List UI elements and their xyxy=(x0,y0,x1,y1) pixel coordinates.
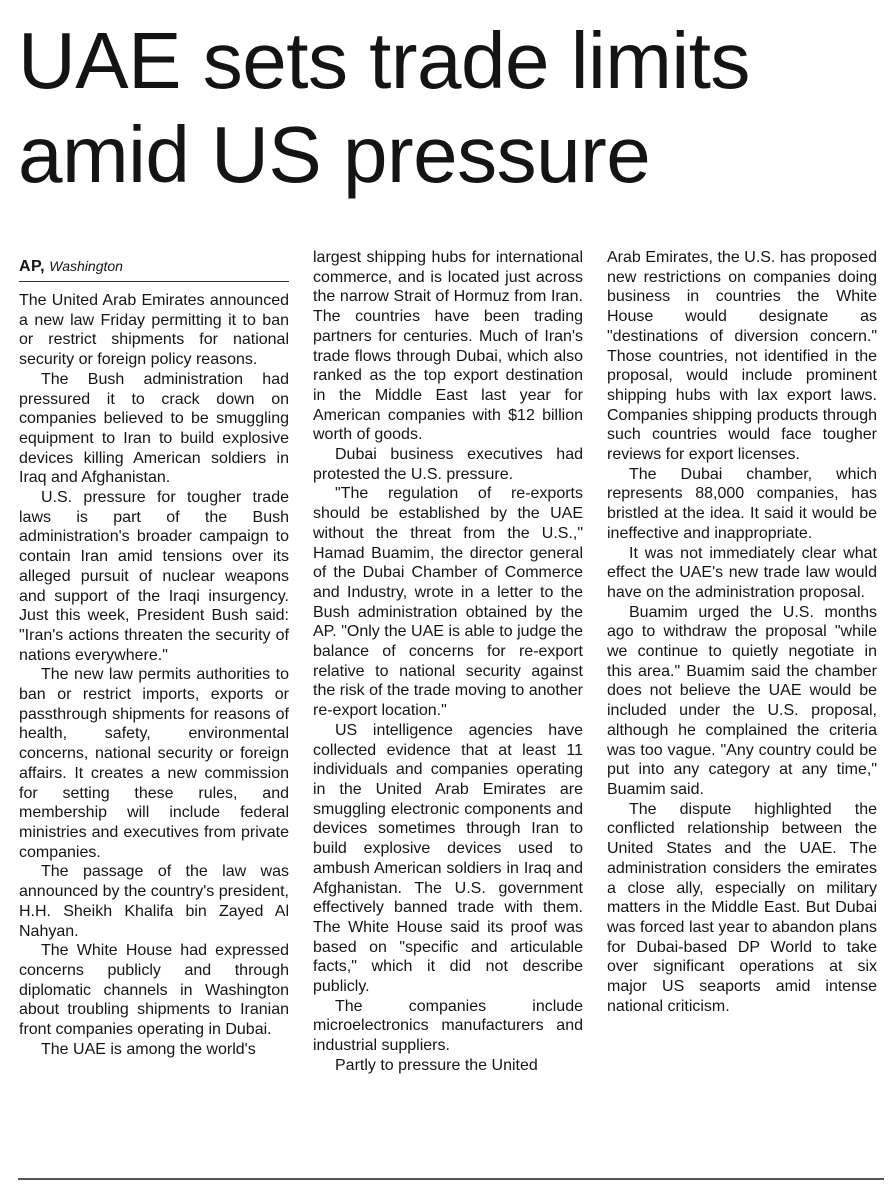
article-paragraph: Partly to pressure the United xyxy=(335,1056,538,1074)
byline-divider xyxy=(19,281,289,282)
article-column-2 xyxy=(313,248,583,1076)
article-paragraph: The passage of the law was announced by the country's president, H.H. Sheikh Khalifa bin Zayed Al Nahyan. xyxy=(19,863,289,940)
byline-dateline: Washington xyxy=(49,258,123,274)
byline xyxy=(19,256,289,277)
article-paragraph: US intelligence agencies have collected evidence that at least 11 individuals and companies operating in the United Arab Emirates are smuggling electronic components and devices sometimes through Iran to build explosive devices used to ambush American soldiers in Iraq and Afghanistan. The U.S. government effectively banned trade with them. The White House said its proof was based on "specific and articulable facts," which it did not describe publicly. xyxy=(313,721,583,996)
byline-agency: AP, xyxy=(19,258,46,275)
article-paragraph: The new law permits authorities to ban or restrict imports, exports or passthrough shipments for reasons of health, safety, environmental concerns, national security or foreign affairs. It creates a new commission for setting these rules, and membership will include federal ministries and executives from private companies. xyxy=(19,666,289,861)
headline-line-1: UAE sets trade limits xyxy=(18,16,750,105)
article-paragraph: largest shipping hubs for international commerce, and is located just across the narrow Strait of Hormuz from Iran. The countries have been trading partners for centuries. Much of Iran's trade flows through Dubai, which also ranked as the top export destination in the Middle East last year for American companies with $12 billion worth of goods. xyxy=(313,249,583,444)
article-paragraph: The companies include microelectronics manufacturers and industrial suppliers. xyxy=(313,997,583,1055)
article-paragraph: The dispute highlighted the conflicted relationship between the United States and the UAE. The administration considers the emirates a close ally, especially on military matters in the Middle East. But Dubai was forced last year to abandon plans for Dubai-based DP World to take over significant operations at six major US seaports amid intense national criticism. xyxy=(607,800,877,1015)
article-paragraph: The Bush administration had pressured it to crack down on companies believed to be smuggling equipment to Iran to build explosive devices killing American soldiers in Iraq and Afghanistan. xyxy=(19,370,289,487)
article-column-3 xyxy=(607,248,877,1016)
article-column-1 xyxy=(19,256,289,1059)
article-paragraph: It was not immediately clear what effect the UAE's new trade law would have on the administration proposal. xyxy=(607,544,877,601)
article-paragraph: U.S. pressure for tougher trade laws is part of the Bush administration's broader campaign to contain Iran amid tensions over its alleged pursuit of nuclear weapons and support of the Iraqi insurgency. Just this week, President Bush said: "Iran's actions threaten the security of nations everywhere." xyxy=(19,489,289,664)
headline xyxy=(18,14,884,202)
article-paragraph: The White House had expressed concerns publicly and through diplomatic channels in Washington about troubling shipments to Iranian front companies operating in Dubai. xyxy=(19,942,289,1039)
article-paragraph: Buamim urged the U.S. months ago to withdraw the proposal "while we continue to quietly negotiate in this area." Buamim said the chamber does not believe the UAE would be included under the U.S. proposal, although he complained the criteria was too vague. "Any country could be put into any category at any time," Buamim said. xyxy=(607,603,877,798)
headline-line-2: amid US pressure xyxy=(18,110,651,199)
article-paragraph: "The regulation of re-exports should be established by the UAE without the threat from the U.S.," Hamad Buamim, the director general of the Dubai Chamber of Commerce and Industry, wrote in a letter to the Bush administration obtained by the AP. "Only the UAE is able to judge the balance of concerns for re-export relative to national security against the risk of the trade moving to another re-export location." xyxy=(313,485,583,720)
article-paragraph: The United Arab Emirates announced a new law Friday permitting it to ban or restrict shipments for national security or foreign policy reasons. xyxy=(19,292,289,369)
article-paragraph: Arab Emirates, the U.S. has proposed new restrictions on companies doing business in countries the White House would designate as "destinations of diversion concern." Those countries, not identified in the proposal, would include prominent shipping hubs with lax export laws. Companies shipping products through such countries would face tougher reviews for export licenses. xyxy=(607,249,877,464)
article-paragraph: The UAE is among the world's xyxy=(41,1040,256,1058)
article-paragraph: The Dubai chamber, which represents 88,000 companies, has bristled at the idea. It said it would be ineffective and inappropriate. xyxy=(607,465,877,542)
page-bottom-rule xyxy=(18,1178,884,1180)
article-paragraph: Dubai business executives had protested the U.S. pressure. xyxy=(313,446,583,483)
